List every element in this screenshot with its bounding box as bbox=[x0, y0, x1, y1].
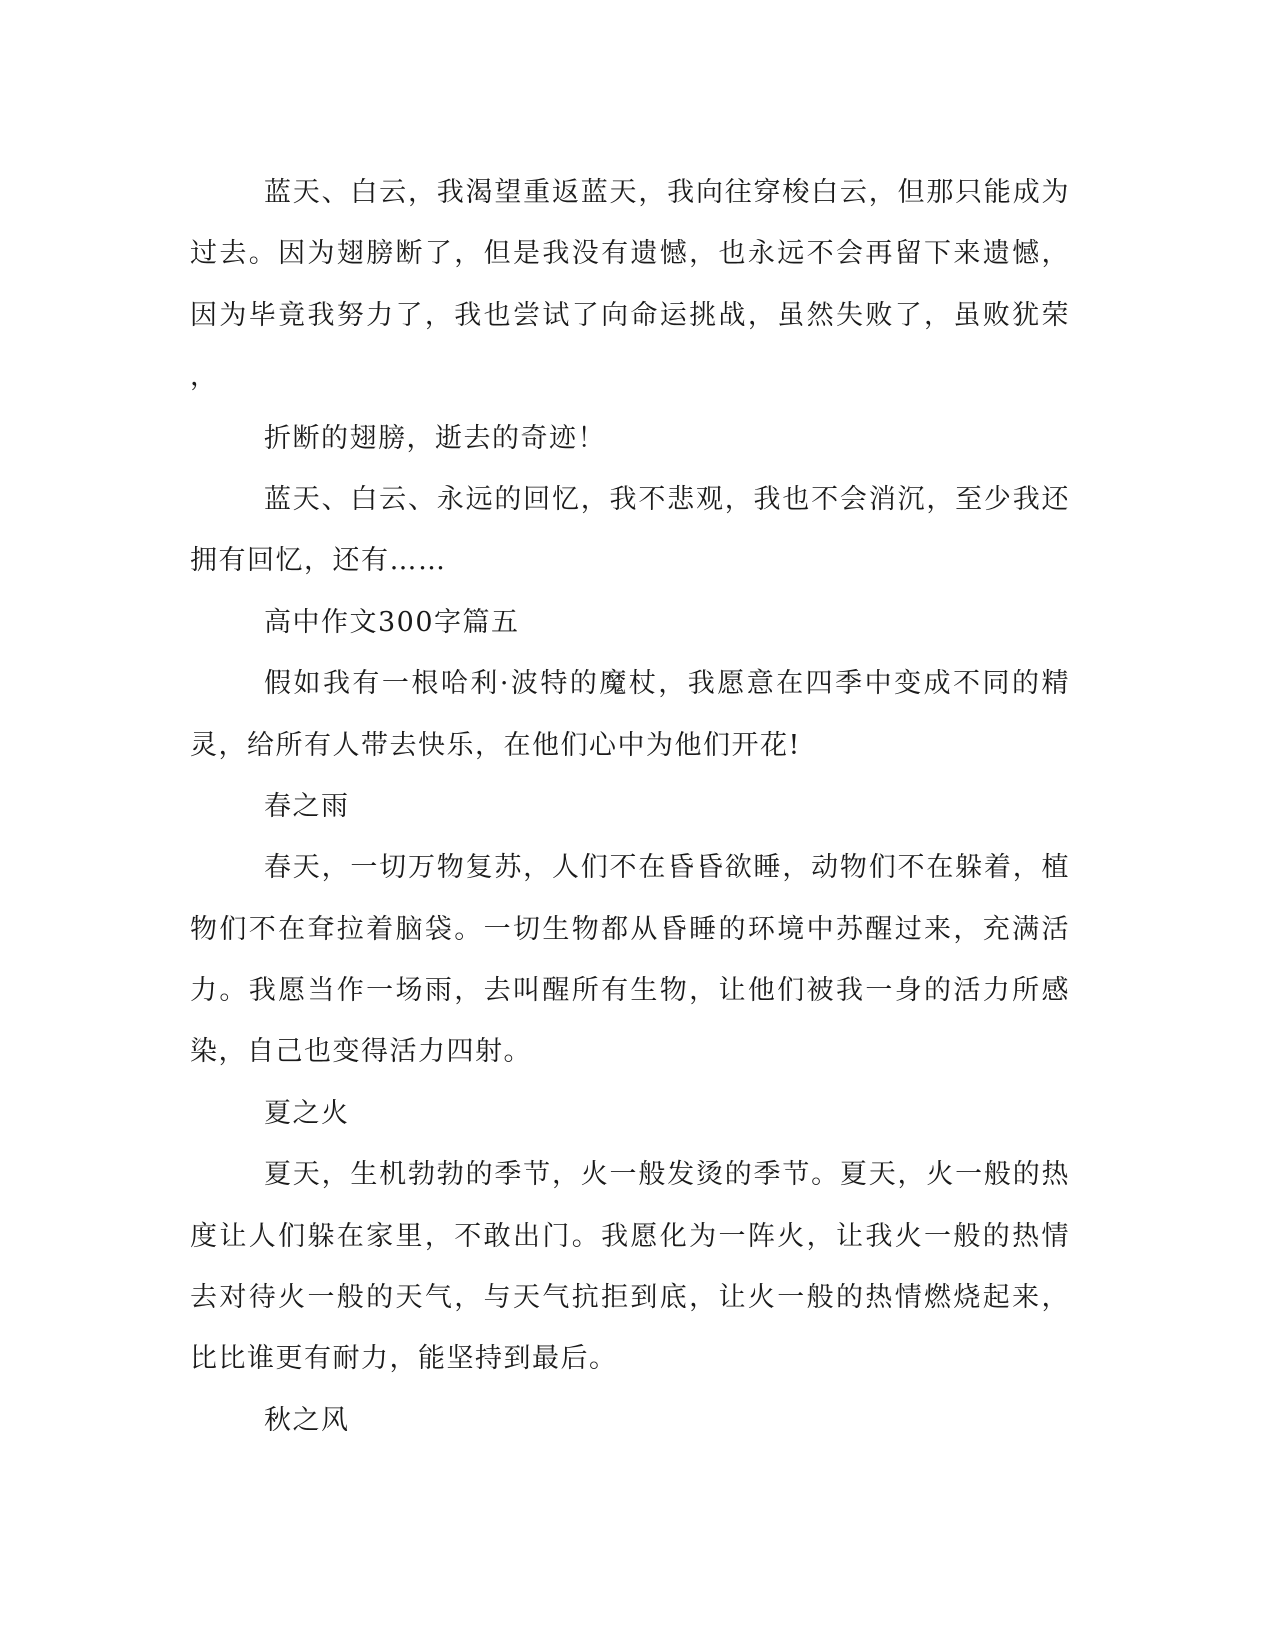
paragraph-line: 夏天，生机勃勃的季节，火一般发烫的季节。夏天，火一般的热 bbox=[264, 1159, 1070, 1191]
paragraph-line: 拥有回忆，还有…… bbox=[190, 545, 447, 577]
paragraph-line: 过去。因为翅膀断了，但是我没有遗憾，也永远不会再留下来遗憾， bbox=[190, 238, 1070, 270]
paragraph-line: 春天，一切万物复苏，人们不在昏昏欲睡，动物们不在躲着，植 bbox=[264, 852, 1070, 884]
paragraph-line: 蓝天、白云、永远的回忆，我不悲观，我也不会消沉，至少我还 bbox=[264, 483, 1070, 515]
paragraph-line: 折断的翅膀，逝去的奇迹！ bbox=[264, 422, 606, 454]
document-body bbox=[190, 162, 1070, 1451]
subsection-heading: 秋之风 bbox=[264, 1404, 350, 1436]
paragraph-line: 蓝天、白云，我渴望重返蓝天，我向往穿梭白云，但那只能成为 bbox=[264, 177, 1070, 208]
subsection-heading: 春之雨 bbox=[264, 790, 350, 822]
paragraph-line: 灵，给所有人带去快乐，在他们心中为他们开花! bbox=[190, 729, 801, 761]
paragraph-line: 去对待火一般的天气，与天气抗拒到底，让火一般的热情燃烧起来， bbox=[190, 1282, 1070, 1314]
paragraph-line: 假如我有一根哈利·波特的魔杖，我愿意在四季中变成不同的精 bbox=[264, 668, 1070, 700]
paragraph-line: 染，自己也变得活力四射。 bbox=[190, 1036, 532, 1068]
paragraph-line: 物们不在耷拉着脑袋。一切生物都从昏睡的环境中苏醒过来，充满活 bbox=[190, 913, 1070, 945]
paragraph-line: 因为毕竟我努力了，我也尝试了向命运挑战，虽然失败了，虽败犹荣 bbox=[190, 299, 1070, 331]
paragraph-line: 力。我愿当作一场雨，去叫醒所有生物，让他们被我一身的活力所感 bbox=[190, 975, 1070, 1007]
paragraph-line: 比比谁更有耐力，能坚持到最后。 bbox=[190, 1343, 618, 1375]
paragraph-line: 度让人们躲在家里，不敢出门。我愿化为一阵火，让我火一般的热情 bbox=[190, 1220, 1070, 1252]
subsection-heading: 夏之火 bbox=[264, 1097, 350, 1129]
section-heading: 高中作文300字篇五 bbox=[264, 606, 520, 638]
paragraph-line: ， bbox=[190, 361, 219, 393]
